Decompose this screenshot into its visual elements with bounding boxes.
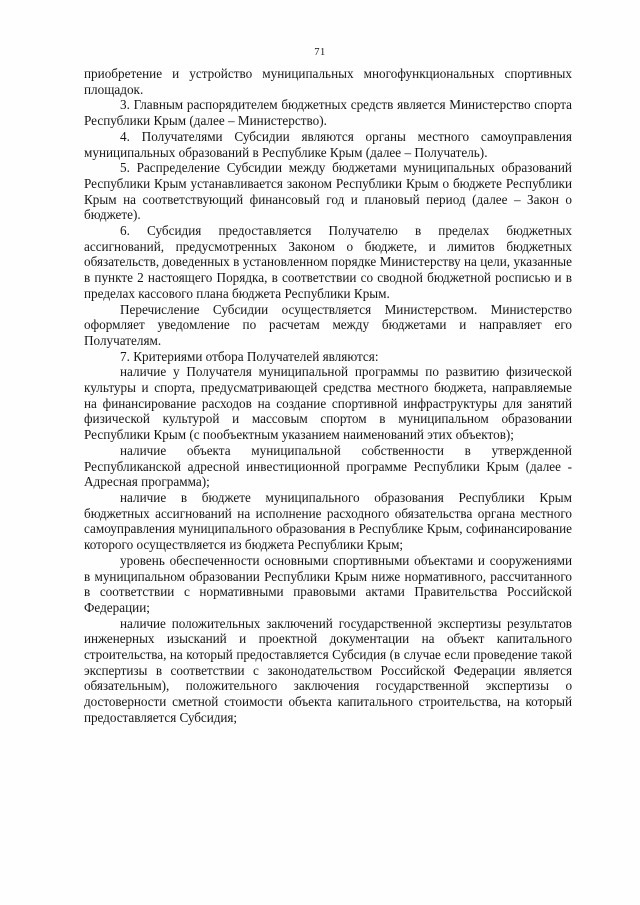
paragraph-item-3: 3. Главным распорядителем бюджетных средств является Министерство спорта Республики Крым (далее – Министерство). <box>84 97 572 129</box>
paragraph-item-7: 7. Критериями отбора Получателей являются: <box>120 348 379 364</box>
paragraph-continuation: приобретение и устройство муниципальных многофункциональных спортивных площадок. <box>84 66 572 97</box>
criterion-budget-allocations: наличие в бюджете муниципального образования Республики Крым бюджетных ассигнований на исполнение расходного обязательства органа местного самоуправления муниципального образования в Республике Крым, софинансирование которого осуществляется из бюджета Республики Крым; <box>84 489 572 553</box>
criterion-expertise: наличие положительных заключений государственной экспертизы результатов инженерных изысканий и проектной документации на объект капитального строительства, на который предоставляется Субсидия (в случае если проведение такой экспертизы в соответствии с законодательством Российской Федерации является обязательным), положительного заключения государственной экспертизы о достоверности сметной стоимости объекта капитального строительства, на который предоставляется Субсидия; <box>84 615 572 725</box>
paragraph-transfer: Перечисление Субсидии осуществляется Министерством. Министерство оформляет уведомление по расчетам между бюджетами и направляет его Получателям. <box>84 301 572 348</box>
paragraph-item-5: 5. Распределение Субсидии между бюджетами муниципальных образований Республики Крым устанавливается законом Республики Крым о бюджете Республики Крым на соответствующий финансовый год и плановый период (далее – Закон о бюджете). <box>84 160 572 223</box>
page-number: 71 <box>314 47 326 58</box>
criterion-address-program: наличие объекта муниципальной собственности в утвержденной Республиканской адресной инвестиционной программе Республики Крым (далее - Адресная программа); <box>84 442 572 490</box>
paragraph-item-6: 6. Субсидия предоставляется Получателю в пределах бюджетных ассигнований, предусмотренных Законом о бюджете, и лимитов бюджетных обязательств, доведенных в установленном порядке Министерству на цели, указанные в пункте 2 настоящего Порядка, в соответствии со сводной бюджетной росписью и в пределах кассового плана бюджета Республики Крым. <box>84 223 572 301</box>
paragraph-item-4: 4. Получателями Субсидии являются органы местного самоуправления муниципальных образований в Республике Крым (далее – Получатель). <box>84 128 572 160</box>
document-body <box>84 66 572 726</box>
criterion-provision-level: уровень обеспеченности основными спортивными объектами и сооружениями в муниципальном образовании Республики Крым ниже нормативного, рассчитанного в соответствии с нормативными правовыми актами Правительства Российской Федерации; <box>84 552 572 615</box>
criterion-program: наличие у Получателя муниципальной программы по развитию физической культуры и спорта, предусматривающей средства местного бюджета, направляемые на финансирование расходов на создание спортивной инфраструктуры для занятий физической культурой и массовым спортом в муниципальном образовании Республики Крым (с пообъектным указанием наименований этих объектов); <box>84 364 572 443</box>
